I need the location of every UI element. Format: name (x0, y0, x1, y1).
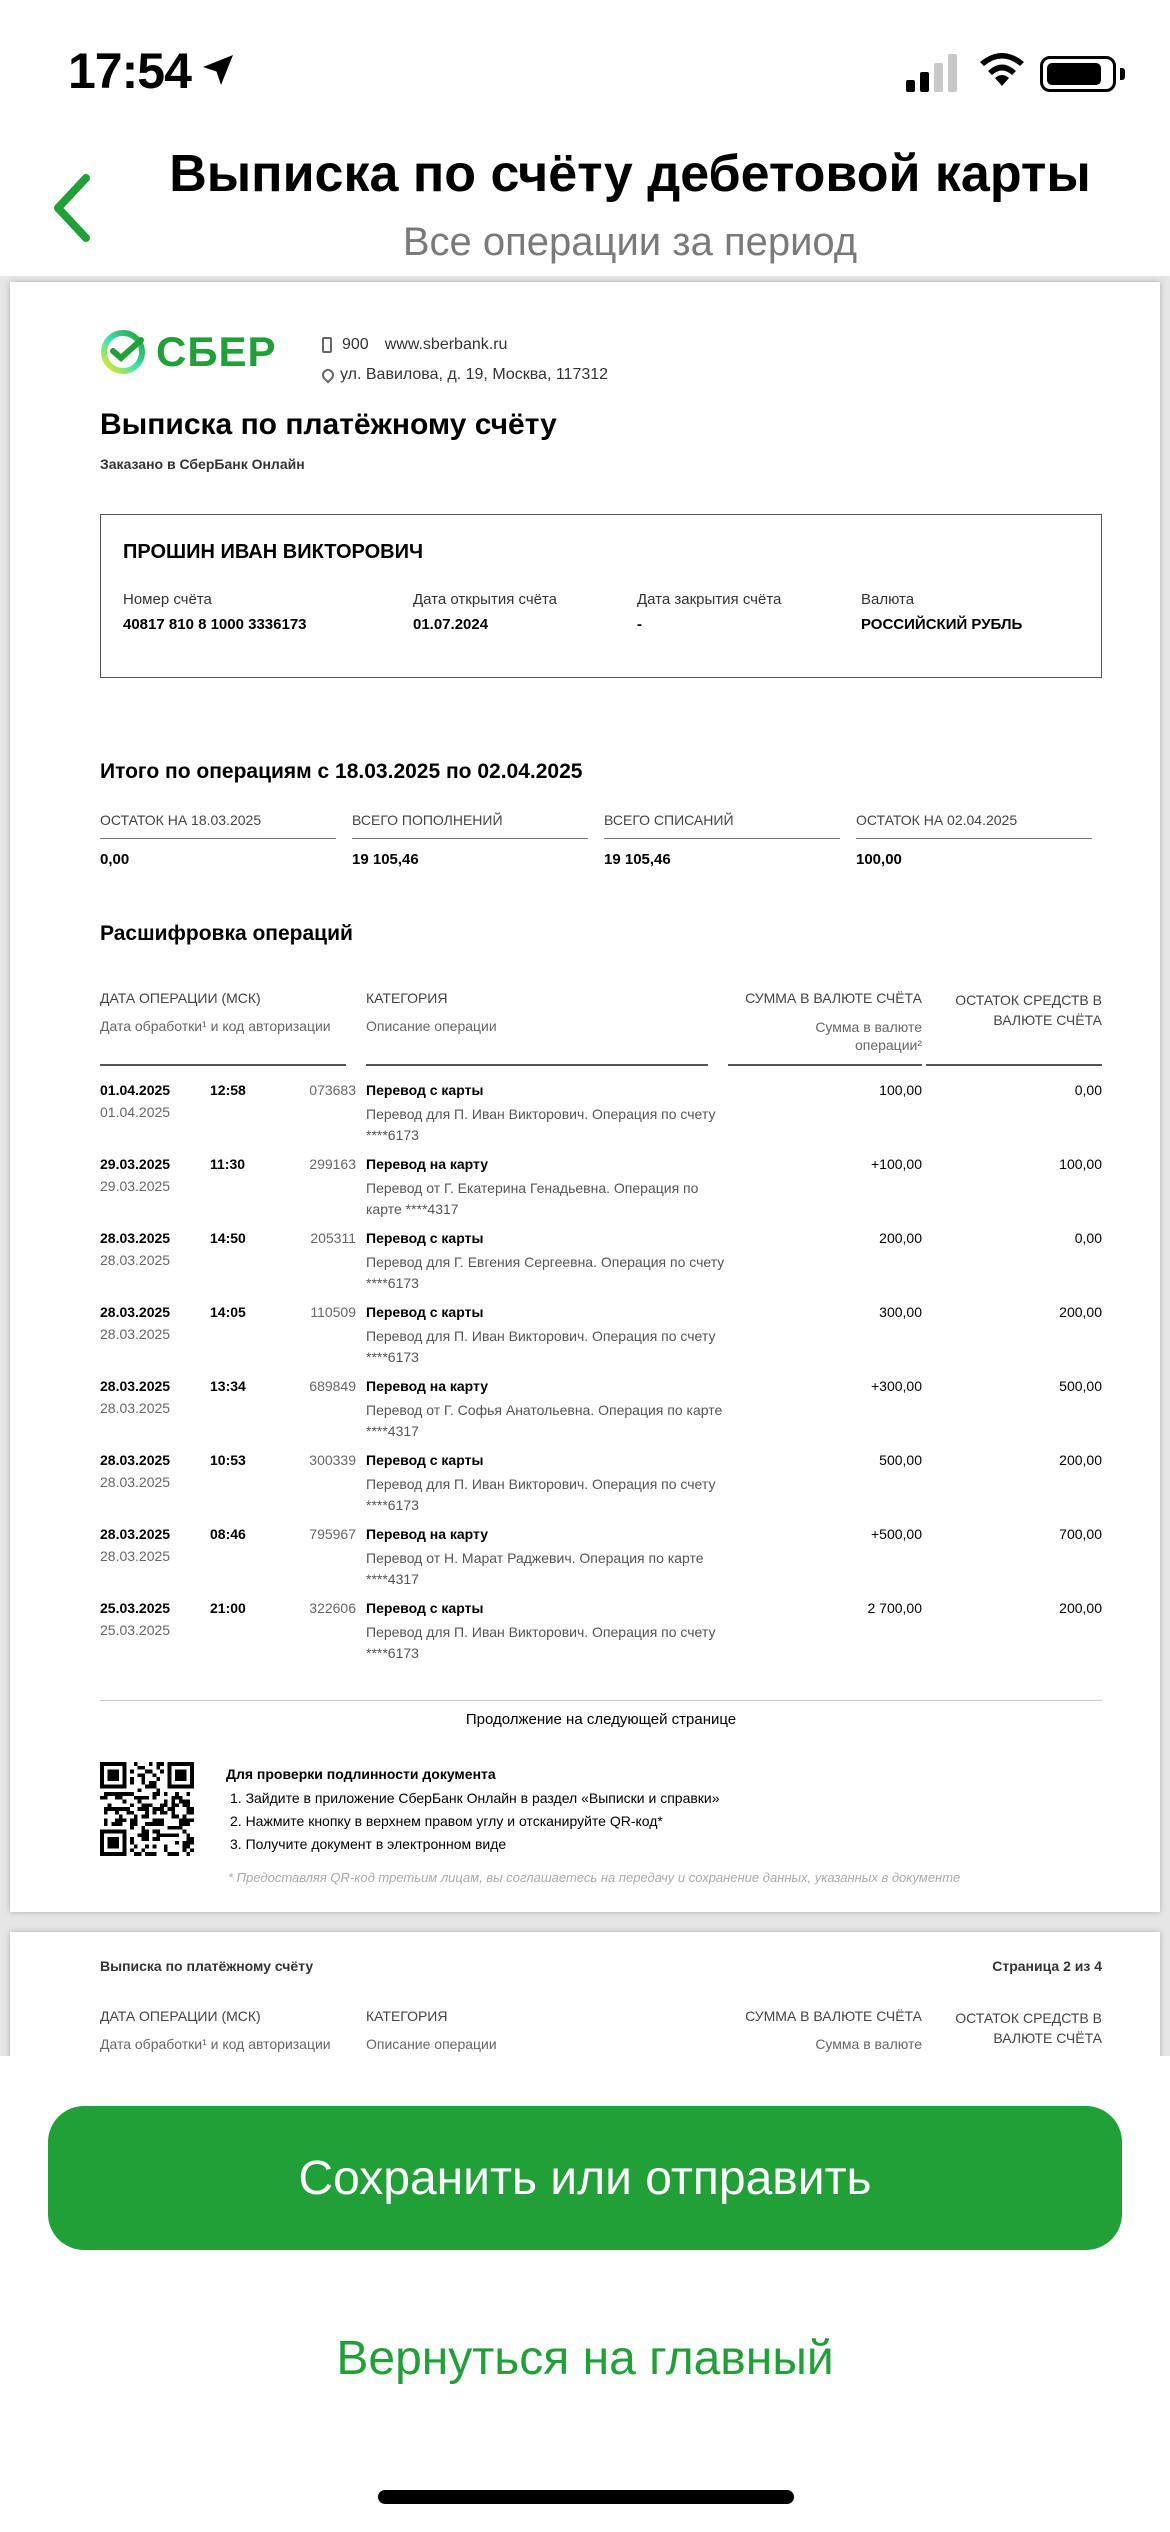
summary-total-credits: ВСЕГО ПОПОЛНЕНИЙ 19 105,46 (352, 812, 588, 868)
operation-category: Перевод с карты (366, 1452, 484, 1468)
operation-category: Перевод с карты (366, 1304, 484, 1320)
header-divider (926, 1064, 1102, 1066)
back-chevron-icon[interactable] (44, 168, 104, 248)
operation-time: 11:30 (210, 1156, 246, 1172)
account-currency-field: Валюта РОССИЙСКИЙ РУБЛЬ (861, 591, 1023, 633)
account-closed-field: Дата закрытия счёта - (637, 591, 782, 633)
auth-code: 322606 (309, 1600, 356, 1616)
sber-logo-icon (100, 329, 146, 375)
table-row (100, 1156, 1102, 1230)
operation-date: 28.03.2025 (100, 1304, 171, 1320)
status-bar (0, 0, 1170, 140)
operation-amount: +500,00 (871, 1526, 922, 1542)
operation-date: 28.03.2025 (100, 1378, 171, 1394)
logo-text: СБЕР (156, 328, 277, 375)
header-divider (728, 1064, 922, 1066)
table-row (100, 1526, 1102, 1600)
go-home-button[interactable]: Вернуться на главный (336, 2331, 834, 2385)
battery-icon (1040, 56, 1116, 92)
operation-description: Перевод от Н. Марат Раджевич. Операция по карте ****4317 (366, 1550, 704, 1587)
cellular-signal-icon (906, 54, 962, 92)
document-page-2 (10, 1932, 1160, 2056)
sber-logo (100, 328, 277, 376)
operation-time: 08:46 (210, 1526, 246, 1542)
table-row (100, 1230, 1102, 1304)
operation-amount: 200,00 (879, 1230, 922, 1246)
bank-address: ул. Вавилова, д. 19, Москва, 117312 (340, 366, 609, 383)
summary-opening-balance: ОСТАТОК НА 18.03.2025 0,00 (100, 812, 336, 868)
column-header-date: ДАТА ОПЕРАЦИИ (МСК) Дата обработки¹ и код авторизации (100, 990, 331, 1034)
location-arrow-icon (200, 52, 236, 88)
processing-date: 29.03.2025 (100, 1178, 171, 1194)
qr-code-icon[interactable] (100, 1762, 194, 1856)
bank-phone: 900 (342, 336, 369, 353)
operation-date: 25.03.2025 (100, 1600, 171, 1616)
account-number-field: Номер счёта 40817 810 8 1000 3336173 (123, 591, 307, 633)
operation-date: 01.04.2025 (100, 1082, 171, 1098)
operation-description: Перевод от Г. Екатерина Генадьевна. Операция по карте ****4317 (366, 1180, 699, 1217)
page-subtitle: Все операции за период (402, 220, 858, 264)
phone-icon (322, 337, 332, 353)
auth-code: 299163 (309, 1156, 356, 1172)
operations-title: Расшифровка операций (100, 922, 353, 945)
summary-total-debits: ВСЕГО СПИСАНИЙ 19 105,46 (604, 812, 840, 868)
operation-amount: 500,00 (879, 1452, 922, 1468)
column-header-balance: ОСТАТОК СРЕДСТВ В ВАЛЮТЕ СЧЁТА (955, 992, 1102, 1028)
operation-amount: 300,00 (879, 1304, 922, 1320)
location-pin-icon (320, 367, 337, 384)
holder-name: ПРОШИН ИВАН ВИКТОРОВИЧ (123, 541, 424, 563)
processing-date: 28.03.2025 (100, 1548, 171, 1564)
bank-website: www.sberbank.ru (384, 336, 508, 353)
header-divider (366, 1064, 708, 1066)
operation-category: Перевод с карты (366, 1082, 484, 1098)
operation-balance: 200,00 (1059, 1452, 1102, 1468)
operation-description: Перевод для П. Иван Викторович. Операция по счету ****6173 (366, 1476, 716, 1513)
operation-time: 14:50 (210, 1230, 246, 1246)
home-indicator[interactable] (378, 2490, 794, 2504)
operation-time: 13:34 (210, 1378, 246, 1394)
operation-description: Перевод для П. Иван Викторович. Операция по счету ****6173 (366, 1106, 716, 1143)
account-opened-field: Дата открытия счёта 01.07.2024 (413, 591, 558, 633)
ordered-in: Заказано в СберБанк Онлайн (100, 456, 305, 472)
summary-title: Итого по операциям с 18.03.2025 по 02.04.2025 (100, 760, 583, 783)
operation-description: Перевод от Г. Софья Анатольевна. Операция по карте ****4317 (366, 1402, 723, 1439)
qr-disclaimer: * Предоставляя QR-код третьим лицам, вы соглашаетесь на передачу и сохранение данных, указанных в документе (228, 1870, 961, 1885)
operation-time: 21:00 (210, 1600, 246, 1616)
table-row (100, 1378, 1102, 1452)
auth-code: 110509 (310, 1304, 356, 1320)
operation-balance: 200,00 (1059, 1600, 1102, 1616)
column-header-amount: СУММА В ВАЛЮТЕ СЧЁТА Сумма в валюте (745, 2008, 922, 2052)
column-header-date: ДАТА ОПЕРАЦИИ (МСК) Дата обработки¹ и код авторизации (100, 2008, 331, 2052)
processing-date: 01.04.2025 (100, 1104, 171, 1120)
wifi-icon (978, 50, 1026, 88)
table-row (100, 1452, 1102, 1526)
account-info-box (100, 514, 1102, 678)
operation-category: Перевод на карту (366, 1378, 489, 1394)
processing-date: 28.03.2025 (100, 1474, 171, 1490)
column-header-amount: СУММА В ВАЛЮТЕ СЧЁТА Сумма в валюте операции² (745, 990, 922, 1053)
processing-date: 28.03.2025 (100, 1400, 171, 1416)
verify-instructions: Для проверки подлинности документа 1. Зайдите в приложение СберБанк Онлайн в раздел «Выписки и справки» 2. Нажмите кнопку в верхнем правом углу и отсканируйте QR-код* 3. Получите документ в электронном виде (226, 1766, 720, 1852)
operation-time: 10:53 (210, 1452, 246, 1468)
page2-title: Выписка по платёжному счёту (100, 1958, 314, 1974)
auth-code: 795967 (309, 1526, 356, 1542)
operation-description: Перевод для П. Иван Викторович. Операция по счету ****6173 (366, 1328, 716, 1365)
table-row (100, 1304, 1102, 1378)
header-divider (100, 1064, 346, 1066)
operation-balance: 200,00 (1059, 1304, 1102, 1320)
status-time: 17:54 (68, 43, 191, 99)
summary-closing-balance: ОСТАТОК НА 02.04.2025 100,00 (856, 812, 1092, 868)
auth-code: 073683 (309, 1082, 356, 1098)
table-row (100, 1600, 1102, 1674)
operation-amount: 100,00 (879, 1082, 922, 1098)
processing-date: 28.03.2025 (100, 1326, 171, 1342)
operation-date: 28.03.2025 (100, 1230, 171, 1246)
document-page-1 (10, 282, 1160, 1912)
column-header-category: КАТЕГОРИЯ Описание операции (366, 990, 497, 1034)
document-viewer[interactable] (0, 276, 1170, 2056)
operation-balance: 0,00 (1074, 1230, 1102, 1246)
operation-time: 14:05 (210, 1304, 246, 1320)
column-header-balance: ОСТАТОК СРЕДСТВ В ВАЛЮТЕ СЧЁТА (955, 2010, 1102, 2046)
operation-time: 12:58 (210, 1082, 246, 1098)
operation-balance: 0,00 (1074, 1082, 1102, 1098)
save-or-send-button[interactable]: Сохранить или отправить (48, 2106, 1122, 2250)
bank-contacts (322, 330, 608, 390)
operation-description: Перевод для Г. Евгения Сергеевна. Операция по счету ****6173 (366, 1254, 725, 1291)
continued-note: Продолжение на следующей странице (100, 1700, 1102, 1728)
table-row (100, 1082, 1102, 1156)
processing-date: 28.03.2025 (100, 1252, 171, 1268)
operation-date: 29.03.2025 (100, 1156, 171, 1172)
page-title: Выписка по счёту дебетовой карты (169, 145, 1091, 203)
operation-balance: 100,00 (1059, 1156, 1102, 1172)
processing-date: 25.03.2025 (100, 1622, 171, 1638)
column-header-category: КАТЕГОРИЯ Описание операции (366, 2008, 497, 2052)
operation-amount: +300,00 (871, 1378, 922, 1394)
operation-category: Перевод на карту (366, 1526, 489, 1542)
operation-balance: 500,00 (1059, 1378, 1102, 1394)
auth-code: 300339 (309, 1452, 356, 1468)
operation-category: Перевод с карты (366, 1600, 484, 1616)
page-number: Страница 2 из 4 (992, 1958, 1102, 1974)
operation-date: 28.03.2025 (100, 1526, 171, 1542)
operation-amount: 2 700,00 (867, 1600, 922, 1616)
auth-code: 689849 (309, 1378, 356, 1394)
operation-category: Перевод с карты (366, 1230, 484, 1246)
auth-code: 205311 (310, 1230, 356, 1246)
operation-amount: +100,00 (871, 1156, 922, 1172)
statement-title: Выписка по платёжному счёту (100, 408, 557, 441)
operation-description: Перевод для П. Иван Викторович. Операция по счету ****6173 (366, 1624, 716, 1661)
operation-balance: 700,00 (1059, 1526, 1102, 1542)
operation-category: Перевод на карту (366, 1156, 489, 1172)
operation-date: 28.03.2025 (100, 1452, 171, 1468)
